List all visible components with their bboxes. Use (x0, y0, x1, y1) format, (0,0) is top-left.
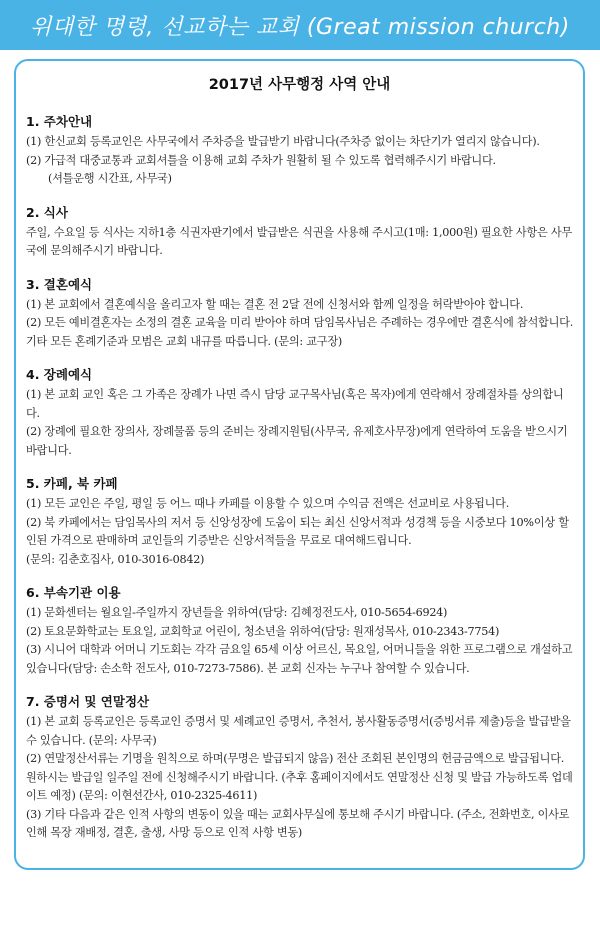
section-paragraph: (1) 한신교회 등록교인은 사무국에서 주차증을 발급받기 바랍니다(주차증 없이는 차단기가 열리지 않습니다). (26, 135, 540, 148)
section-paragraph: (문의: 김춘호집사, 010-3016-0842) (26, 552, 205, 566)
section-cafe (26, 476, 573, 569)
section-paragraph: (1) 본 교회 등록교인은 등록교인 증명서 및 세례교인 증명서, 추천서, 봉사활동증명서(증빙서류 제출)등을 발급받을 수 있습니다. (문의: 사무국) (26, 715, 571, 747)
section-parking (26, 114, 573, 189)
section-heading: 2. 식사 (26, 204, 68, 220)
section-funeral (26, 367, 573, 460)
section-paragraph: (1) 본 교회 교인 혹은 그 가족은 장례가 나면 즉시 담당 교구목사님(혹은 목자)에게 연락해서 장례절차를 상의합니다. (26, 388, 564, 420)
section-paragraph: (2) 모든 예비결혼자는 소정의 결혼 교육을 미리 받아야 하며 담임목사님은 주례하는 경우에만 결혼식에 참석합니다. 기타 모든 혼례기준과 모범은 교회 내규를 따릅니다. (문의: 교구장) (26, 316, 574, 348)
section-paragraph: (2) 가급적 대중교통과 교회셔틀을 이용해 교회 주차가 원활히 될 수 있도록 협력해주시기 바랍니다. (26, 153, 496, 167)
section-paragraph: (1) 모든 교인은 주일, 평일 등 어느 때나 카페를 이용할 수 있으며 수익금 전액은 선교비로 사용됩니다. (26, 497, 510, 510)
header-banner (0, 0, 600, 50)
section-paragraph: (2) 장례에 필요한 장의사, 장례물품 등의 준비는 장례지원팀(사무국, 유제호사무장)에게 연락하여 도움을 받으시기 바랍니다. (26, 425, 568, 457)
section-paragraph: (셔틀운행 시간표, 사무국) (48, 172, 172, 185)
banner-title: 위대한 명령, 선교하는 교회 (Great mission church) (30, 14, 570, 40)
section-paragraph: (2) 북 카페에서는 담임목사의 저서 등 신앙성장에 도움이 되는 최신 신앙서적과 성경책 등을 시중보다 10%이상 할인된 가격으로 판매하며 교인들의 기증받은 신앙서적들을 무료로 대여해드립니다. (26, 515, 569, 547)
section-heading: 1. 주차안내 (26, 114, 93, 129)
section-paragraph: (2) 토요문화학교는 토요일, 교회학교 어린이, 청소년을 위하여(담당: 원재성목사, 010-2343-7754) (26, 624, 500, 638)
section-heading: 4. 장례예식 (26, 367, 93, 382)
section-facilities (26, 585, 573, 678)
section-heading: 5. 카페, 북 카페 (26, 476, 118, 491)
section-meals (26, 205, 573, 261)
section-wedding (26, 277, 573, 352)
document-title: 2017년 사무행정 사역 안내 (208, 77, 391, 93)
notice-card (14, 59, 585, 870)
section-heading: 3. 결혼예식 (26, 276, 93, 292)
page-bottom-margin (0, 872, 600, 946)
section-heading: 7. 증명서 및 연말정산 (26, 694, 150, 709)
section-paragraph: 주일, 수요일 등 식사는 지하1층 식권자판기에서 발급받은 식권을 사용해 주시고(1매: 1,000원) 필요한 사항은 사무국에 문의해주시기 바랍니다. (26, 225, 572, 257)
section-paragraph: (3) 기타 다음과 같은 인적 사항의 변동이 있을 때는 교회사무실에 통보해 주시기 바랍니다. (주소, 전화번호, 이사로 인해 목장 재배정, 결혼, 출생, 사망 등으로 인적 사항 변동) (26, 807, 570, 839)
section-paragraph: (3) 시니어 대학과 어머니 기도회는 각각 금요일 65세 이상 어르신, 목요일, 어머니들을 위한 프로그램으로 개설하고 있습니다(담당: 손소학 전도사, 010-7273-7586). 본 교회 신자는 누구나 참여할 수 있습니다. (26, 643, 573, 675)
section-certificates (26, 694, 573, 843)
section-heading: 6. 부속기관 이용 (26, 585, 121, 600)
section-paragraph: (2) 연말정산서류는 기명을 원칙으로 하며(무명은 발급되지 않음) 전산 조회된 본인명의 헌금금액으로 발급됩니다. 원하시는 발급일 일주일 전에 신청해주시기 바랍니다. (추후 홈페이지에서도 연말정산 신청 및 발급 가능하도록 업데이트 예정) (문의: 이현선간사, 010-2325-4611) (26, 752, 573, 802)
section-paragraph: (1) 문화센터는 월요일-주일까지 장년들을 위하여(담당: 김혜정전도사, 010-5654-6924) (26, 606, 448, 619)
section-paragraph: (1) 본 교회에서 결혼예식을 올리고자 할 때는 결혼 전 2달 전에 신청서와 함께 일정을 허락받아야 합니다. (26, 297, 524, 311)
